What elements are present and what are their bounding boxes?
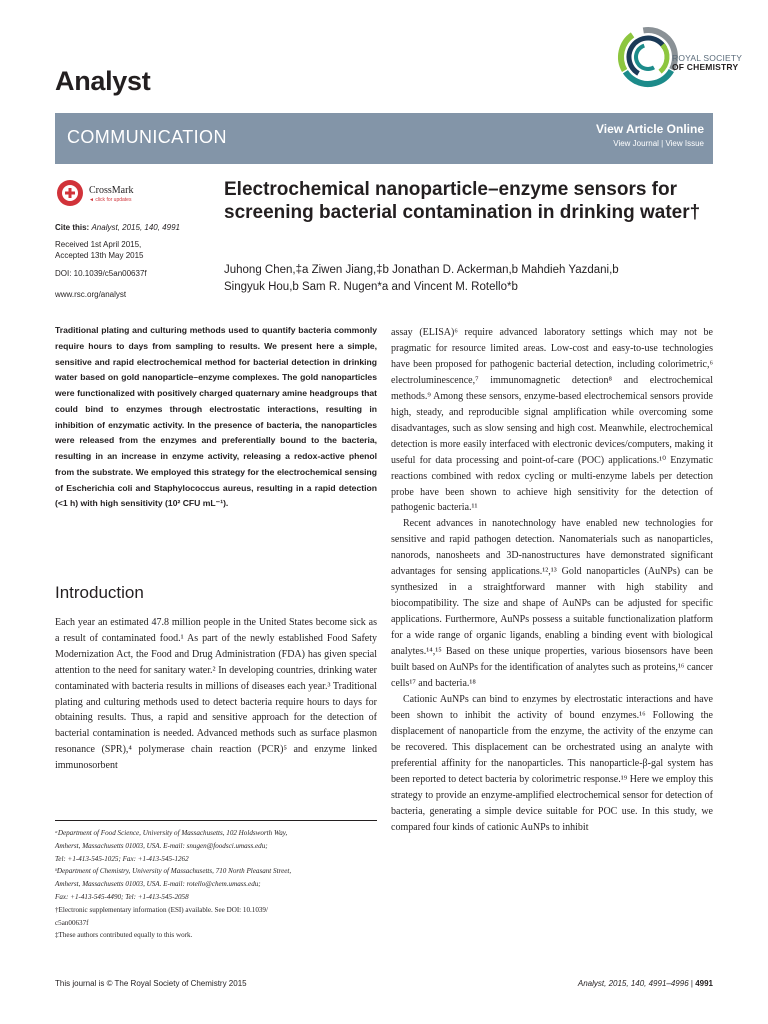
authors-line2: Singyuk Hou,b Sam R. Nugen*a and Vincent M. Rotello*b — [224, 281, 518, 293]
doi[interactable]: DOI: 10.1039/c5an00637f — [55, 269, 147, 278]
affiliation-b-line3: Fax: +1-413-545-4490; Tel: +1-413-545-2058 — [55, 892, 189, 901]
crossmark-label[interactable]: CrossMark — [89, 185, 134, 196]
author-list — [224, 262, 714, 296]
abstract: Traditional plating and culturing methods used to quantify bacteria commonly require hours to days from sampling to results. We present here a simple, sensitive and rapid electrochemical method for bacterial detection in drinking water based on gold nanoparticle–enzyme complexes. The gold nanoparticles were functionalized with positively charged quaternary amine headgroups that could bind to enzymes through electrostatic interactions, resulting in inhibition of enzymatic activity. In the presence of bacteria, the nanoparticles were released from the enzymes and preferentially bound to the bacteria, resulting in an increase in enzyme activity, releasing a redox-active phenol from the substrate. We employed this strategy for the electrochemical sensing of Escherichia coli and Staphylococcus aureus, resulting in a rapid detection (<1 h) with high sensitivity (10² CFU mL⁻¹). — [55, 325, 377, 509]
equal-contribution-note: ‡These authors contributed equally to this work. — [55, 931, 193, 940]
publisher-line2: OF CHEMISTRY — [672, 62, 739, 72]
affiliation-a-line1: ᵃDepartment of Food Science, University of Massachusetts, 102 Holdsworth Way, — [55, 829, 288, 837]
affiliation-a-line3: Tel: +1-413-545-1025; Fax: +1-413-545-1262 — [55, 854, 189, 863]
body-paragraph-3: Cationic AuNPs can bind to enzymes by electrostatic interactions and have been shown to inhibit the activity of bound enzymes.¹⁶ Following the displacement of nanoparticle from the enzyme, the activity of the enzyme can be recovered. This displacement can be orchestrated using an analyte with preferential affinity for the nanoparticles. This nanoparticle-β-gal system has been reported to detect bacteria by colorimetric response.¹⁹ Here we employ this strategy to provide an enzyme-amplified electrochemical sensor for detection of bacteria, generating a simple device suitable for POC use. In this study, we compared four kinds of cationic AuNPs to inhibit — [391, 693, 713, 833]
copyright-footer: This journal is © The Royal Society of Chemistry 2015 — [55, 979, 247, 988]
journal-website[interactable]: www.rsc.org/analyst — [55, 290, 127, 299]
view-article-online-link[interactable]: View Article Online — [595, 122, 704, 136]
page-footer — [578, 979, 713, 988]
page-number: 4991 — [695, 979, 713, 988]
view-links — [613, 139, 704, 148]
cite-value: Analyst, 2015, 140, 4991 — [91, 223, 180, 232]
link-separator: | — [658, 139, 666, 148]
section-heading-introduction: Introduction — [55, 583, 144, 602]
esi-note-line1: †Electronic supplementary information (ESI) available. See DOI: 10.1039/ — [55, 905, 268, 914]
body-paragraph-1: assay (ELISA)⁶ require advanced laboratory settings which may not be pragmatic for resource limited areas. Low-cost and easy-to-use technologies have been proposed for pathogenic bacterial detection, including colorimetric,⁶ electroluminescence,⁷ immunomagnetic detection⁸ and electrochemical methods.⁹ Among these sensors, enzyme-based electrochemical sensors provide high, steady, and reproducible signal amplification while overcoming some disadvantages, such as slow sensing and high cost. Meanwhile, electrochemical detection is more easily interfaced with electronic devices/computers, making it useful for data processing and point-of-care (POC) applications.¹⁰ Enzymatic reactions combined with redox cycling or multi-enzyme labels per detection probe have been shown to achieve high sensitivity for the detection of pathogenic bacteria.¹¹ — [391, 327, 713, 514]
article-title: Electrochemical nanoparticle–enzyme sensors for screening bacterial contamination in drinking water† — [224, 179, 701, 223]
article-type-banner — [55, 113, 713, 164]
affiliation-b-line1: ᵇDepartment of Chemistry, University of Massachusetts, 710 North Pleasant Street, — [55, 867, 292, 876]
cite-this — [55, 222, 180, 233]
publisher-line1: ROYAL SOCIETY — [672, 53, 743, 63]
footnotes — [55, 827, 377, 942]
accepted-date: Accepted 13th May 2015 — [55, 251, 144, 260]
journal-name: Analyst — [55, 66, 151, 96]
body-paragraph-2: Recent advances in nanotechnology have enabled new technologies for sensitive and rapid pathogen detection. Nanomaterials such as nanoparticles, nanorods, nanosheets and 3D-nanostructures have demonstrated significant advantages for sensing applications.¹²,¹³ Gold nanoparticles (AuNPs) can be synthesized in a straightforward manner with high stability and biocompatibility. The size and shape of AuNPs can be adjusted for specific applications. Furthermore, AuNPs possess a suitable functionalization platform for a wide range of organic ligands, enabling a binding event with biological analytes.¹⁴,¹⁵ Based on these unique properties, various biosensors have been built based on AuNPs for the identification of analytes such as proteins,¹⁶ cancer cells¹⁷ and bacteria.¹⁸ — [391, 518, 713, 689]
cite-label: Cite this: — [55, 223, 90, 232]
footer-separator: | — [690, 979, 693, 988]
intro-paragraph-1: Each year an estimated 47.8 million people in the United States become sick as a result of contaminated food.¹ As part of the newly established Food Safety Modernization Act, the Food and Drug Administration (FDA) has given special attention to the need for sanitary water.² In developing countries, drinking water contaminated with bacteria results in millions of diseases each year.³ Traditional plating and culturing methods used to detect bacteria require hours to days for obtaining results. Thus, a rapid and sensitive approach for the detection of bacterial contamination is needed. Advanced methods such as surface plasmon resonance (SPR),⁴ polymerase chain reaction (PCR)⁵ and enzyme linked immunosorbent — [55, 617, 377, 772]
footnote-divider — [55, 820, 377, 821]
dates — [55, 239, 144, 261]
article-type-label: COMMUNICATION — [67, 127, 227, 147]
crossmark-sublabel[interactable]: ◄ click for updates — [89, 197, 132, 203]
footer-citation: Analyst, 2015, 140, 4991–4996 — [577, 979, 689, 988]
esi-note-line2: c5an00637f — [55, 918, 89, 927]
received-date: Received 1st April 2015, — [55, 240, 142, 249]
authors-line1: Juhong Chen,‡a Ziwen Jiang,‡b Jonathan D. Ackerman,b Mahdieh Yazdani,b — [224, 264, 619, 276]
right-column — [391, 325, 713, 836]
view-issue-link[interactable]: View Issue — [665, 139, 704, 148]
affiliation-a-line2: Amherst, Massachusetts 01003, USA. E-mail: snugen@foodsci.umass.edu; — [55, 841, 268, 850]
affiliation-b-line2: Amherst, Massachusetts 01003, USA. E-mail: rotello@chem.umass.edu; — [55, 880, 261, 889]
view-journal-link[interactable]: View Journal — [613, 139, 659, 148]
